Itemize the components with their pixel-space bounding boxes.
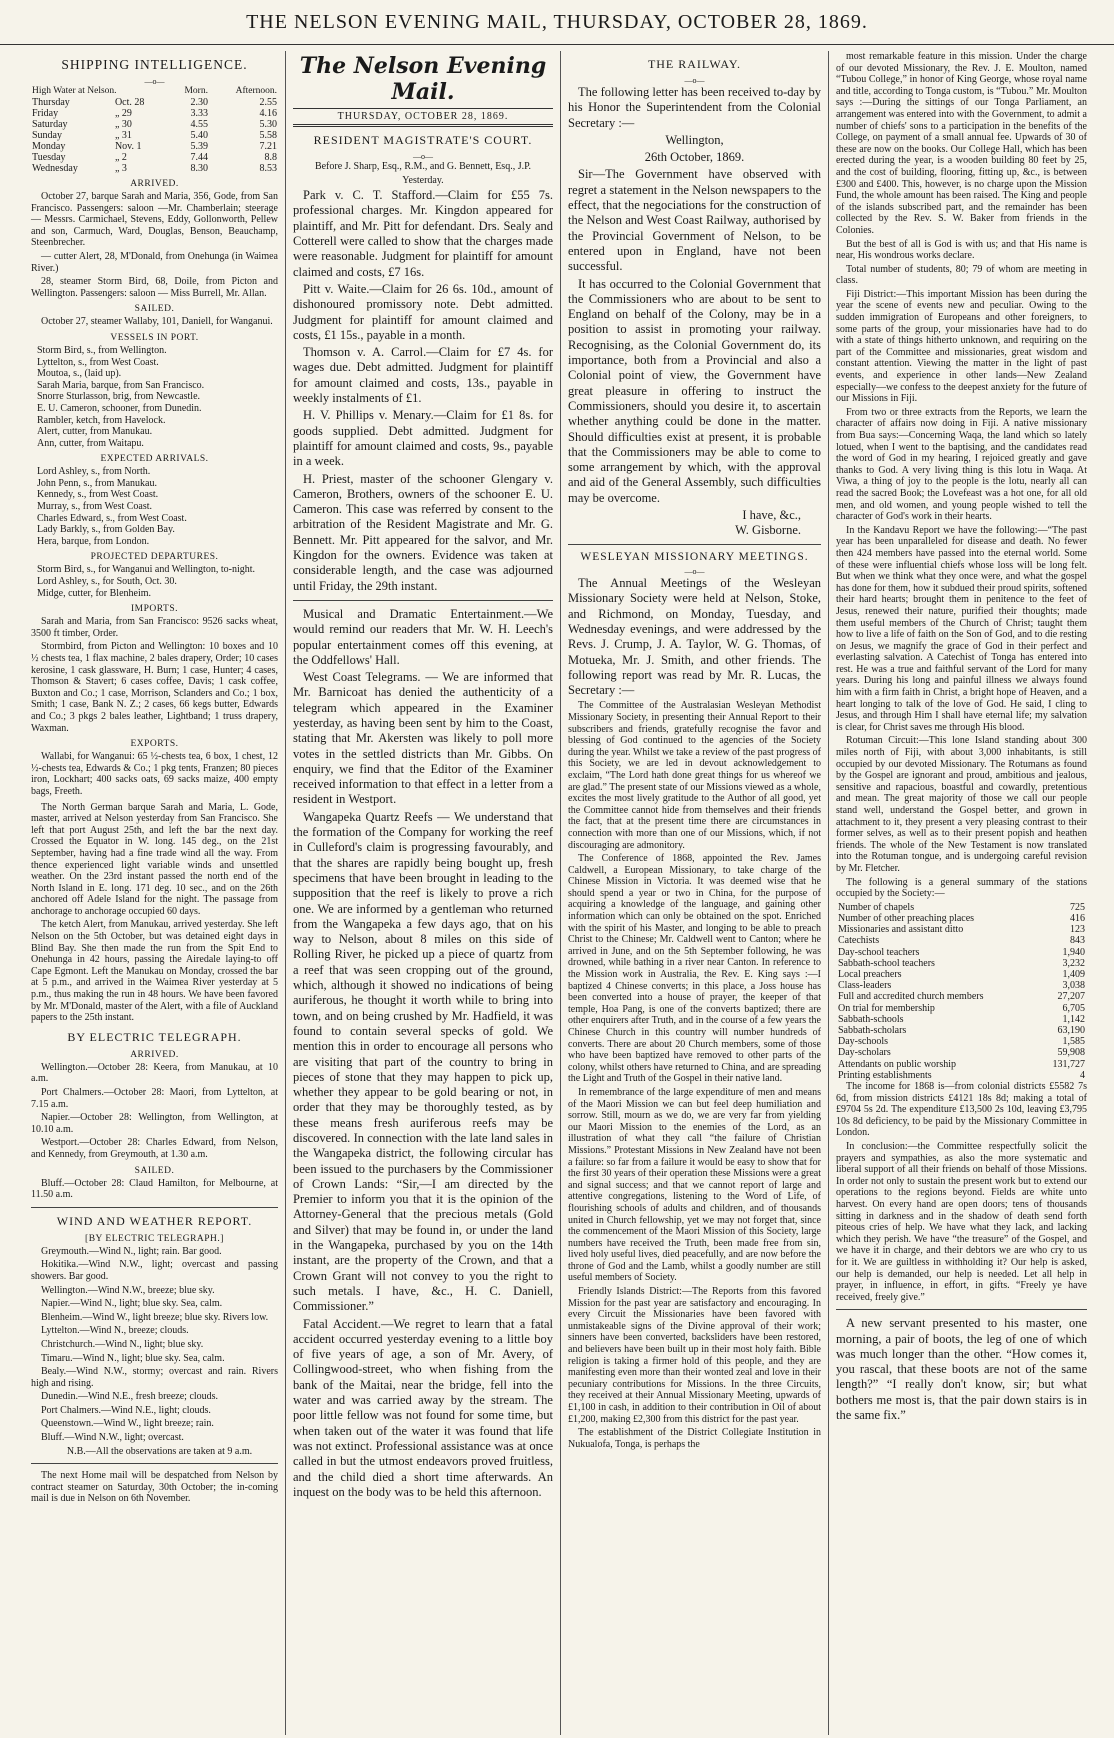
expected-list [31,466,278,547]
exports-entry: Wallabi, for Wanganui: 65 ½-chests tea, 6 box, 1 chest, 12 ½-chests tea, Edwards & Co.; 1 pkg tents, Franzen; 80 pieces iron, Lockhart; 400 sacks oats, 69 sacks maize, 400 empty bags, Freeth. [31,751,278,797]
imports-entry: Stormbird, from Picton and Wellington: 10 boxes and 10 ½ chests tea, 1 flax machine, 2 bales drapery, Order; 10 cases kerosine, 1 cask glassware, H. Burn; 1 case, Hunter; 4 cases, Thomson & Stavert; 6 cases coffee, Davis; 1 cask coffee, Buxton and Co.; 1 case, Morrison, Sclanders and Co.; 1 box, Smith; 1 case, Bank N. Z.; 2 cases, 66 kegs butter, Edwards and Co.; 3 pkgs 2 bales leather, Lightband; 1 truss drapery, Waxman. [31,641,278,734]
court-case: Thomson v. A. Carrol.—Claim for £7 4s. for wages due. Debt admitted. Judgment for plaintiff for amount claimed and costs, 13s., payable in weekly instalments of £1. [293,345,553,406]
railway-date: 26th October, 1869. [644,150,745,165]
weather-note: N.B.—All the observations are taken at 9 a.m. [66,1445,253,1457]
tide-row: Saturday „ 30 4.55 5.30 [32,119,277,130]
list-item: Murray, s., from West Coast. [37,501,153,513]
separator: —o— [413,152,433,161]
wesleyan-continued: most remarkable feature in this mission. Under the charge of our devoted Missionary, the Rev. J. E. Moulton, named “Tubou College,” in honor of King George, whose royal name and title, according to Tonga custom, is “Tubou.” Mr. Moulton says :—During the sittings of our Tonga Parliament, an arrangement was entered into with the Government, to admit a number of chiefs' sons to a participation in the benefits of the College, on payment of a small annual fee. Upwards of 30 of these are now on the books. Our College Hall, which has been erected during the year, is a wooden building 80 feet by 25, and the cost of building, flooring, fitting up, &c., is between £300 and £400. This, however, is no charge upon the Mission Fund, the whole amount has been raised. The King and people of the islands subscribed part, and the remainder has been collected by the Rev. S. W. Baker from friends in the Colonies. [836,51,1087,236]
arrived-entry: October 27, barque Sarah and Maria, 356, Gode, from San Francisco. Passengers: saloon —Mr. Chamberlain; steerage — Messrs. Carmichael, Stevens, Eddy, Gollonworth, Pellew and son, Carmuch, Ward, Douglas, Benson, Beauchamp, Steenbrecher. [31,191,278,249]
list-item: Lyttelton, s., from West Coast. [37,356,159,368]
telegraph-arrived-heading: ARRIVED. [130,1049,179,1060]
list-item: Lord Ashley, s., from North. [37,466,151,478]
tide-row: Thursday Oct. 28 2.30 2.55 [32,97,277,108]
tide-header-morn: Morn. [184,86,208,96]
list-item: Snorre Sturlasson, brig, from Newcastle. [37,391,201,403]
railway-letter: Sir—The Government have observed with regret a statement in the Nelson newspapers to the effect, that the negociations for the construction of the Nelson and West Coast Railway, authorised by the Provincial Government of Nelson, to be entered upon in England, have not been successful. [568,167,821,274]
projected-heading: PROJECTED DEPARTURES. [90,552,219,563]
list-item: Storm Bird, s., from Wellington. [37,344,167,356]
weather-entry: Queenstown.—Wind W., light breeze; rain. [41,1418,214,1430]
table-row: On trial for membership 6,705 [838,1002,1085,1014]
table-row: Day-schools 1,585 [838,1036,1085,1048]
railway-letter: It has occurred to the Colonial Government that the Commissioners who are about to be sent to England on behalf of the Colony, may be in a position to assist in promoting your railway. Recognising, as the Colonial Government do, its importance, both from a Provincial and also a Colonial point of view, the Government have great pleasure in offering to instruct the Commissioners, should you desire it, to ascertain whether anything could be done in the matter. Should difficulties exist at present, it is probable that the Commissioners may be able to come to some arrangement by which, with the approval and aid of the General Assembly, such difficulties may be overcome. [568,276,821,505]
local-news: Musical and Dramatic Entertainment.—We would remind our readers that Mr. W. H. Leech's popular entertainment comes off this evening, at the Oddfellows' Hall. [293,606,553,667]
in-port-heading: VESSELS IN PORT. [110,332,199,343]
local-news: Fatal Accident.—We regret to learn that a fatal accident occurred yesterday evening to a little boy of five years of age, a son of Mr. Avery, of Collingwood-street, who when fishing from the bank of the Maitai, near the bridge, fell into the water and was carried away by the stream. The poor little fellow was not found for some time, but when taken out of the water it was found that life was not extinct. Professional assistance was at once called in but the utmost endeavors proved fruitless, and the child died a short time afterwards. An inquest on the body was to be held this afternoon. [293,1316,553,1499]
wesleyan-title: WESLEYAN MISSIONARY MEETINGS. [580,551,809,564]
column-1 [24,51,286,1735]
table-row: Printing establishments 4 [838,1069,1085,1081]
column-2 [286,51,561,1735]
table-row: Sabbath-schools 1,142 [838,1013,1085,1025]
telegraph-entry: Bluff.—October 28: Claud Hamilton, for Melbourne, at 11.50 a.m. [31,1177,278,1201]
list-item: Lord Ashley, s., for South, Oct. 30. [37,576,177,588]
paper-dateline: THURSDAY, OCTOBER 28, 1869. [293,108,553,127]
shipping-note: The North German barque Sarah and Maria, L. Gode, master, arrived at Nelson yesterday from San Francisco. She left that port August 25th, and left the bar the next day. Crossed the Equator in W. long. 145 deg., on the 21st September, having had a fine trade wind all the way. From thence experienced light variable winds and unsettled weather. On the 23rd instant passed the north end of the North Island in E. long. 171 deg. 10 sec., and on the 26th anchored off Adele Island for the night. The passage from anchorage to anchorage occupied 60 days. [31,801,278,917]
telegraph-entry: Napier.—October 28: Wellington, from Wellington, at 10.10 a.m. [31,1112,278,1135]
shipping-note: The ketch Alert, from Manukau, arrived yesterday. She left Nelson on the 5th October, but was detained eight days in Blind Bay. She then made the run from the Spit End to Onehunga in 42 hours, passing the Airedale laying-to off Cape Egmont. Left the Manukau on Monday, crossed the bar at 5 p.m., and arrived in the Waimea River yesterday at 5 p.m., thus making the run in 48 hours. We have been favored by Mr. M'Donald, master of the Alert, with a file of Auckland papers to the 25th instant. [31,919,278,1024]
arrived-heading: ARRIVED. [130,179,179,189]
mission-stats-table [836,902,1087,1081]
tide-header [31,86,278,97]
separator: —o— [144,77,165,86]
table-row: Number of chapels 725 [838,901,1085,913]
table-row: Day-school teachers 1,940 [838,946,1085,958]
masthead: THE NELSON EVENING MAIL, THURSDAY, OCTOBER 28, 1869. [0,0,1114,45]
court-before: Before J. Sharp, Esq., R.M., and G. Bennett, Esq., J.P. [314,161,532,172]
list-item: Moutoa, s., (laid up). [37,368,122,380]
court-case: H. Priest, master of the schooner Glengary v. Cameron, Brothers, owners of the schooner E. U. Cameron. This case was referred by consent to the arbitration of the Resident Magistrate and Mr. G. Bennett. Mr. Pitt appeared for the salvor, and Mr. Kingdon for the owners. Evidence was taken at considerable length, and the case was adjourned until Friday, the 29th instant. [293,471,553,593]
telegraph-entry: Port Chalmers.—October 28: Maori, from Lyttelton, at 7.15 a.m. [31,1087,278,1110]
list-item: E. U. Cameron, schooner, from Dunedin. [37,402,202,414]
weather-entry: Dunedin.—Wind N.E., fresh breeze; clouds. [41,1391,219,1403]
divider [568,544,821,545]
paper-title: The Nelson Evening Mail. [299,53,547,105]
court-case: Pitt v. Waite.—Claim for 26 6s. 10d., amount of dishonoured promissory note. Debt admitted. Judgment for plaintiff for amount claimed and costs, £1 15s., payable in a month. [293,281,553,342]
weather-entry: Bealy.—Wind N.W., stormy; overcast and rain. Rivers high and rising. [31,1366,278,1389]
table-row: Number of other preaching places 416 [838,912,1085,924]
table-row: Sabbath-scholars 63,190 [838,1024,1085,1036]
railway-closing: I have, &c., [742,508,801,523]
wesleyan-report: Friendly Islands District:—The Reports from this favored Mission for the past year are satisfactory and encouraging. In every Circuit the Missionaries have been favored with unmistakeable signs of the Divine approval of their work; sinners have been converted, backsliders have been restored, and believers have been built up in their most holy faith. Bible religion is taking a firmer hold of this people, and they are manifesting even more than their wonted zeal and love in their pecuniary contributions for Missions. In the three Circuits, they received at their Annual Missionary Meeting, upwards of £1,100 in cash, in addition to their contribution in Oil of about £1,200, making £2,300 from this district for the past year. [568,1286,821,1425]
weather-entry: Port Chalmers.—Wind N.E., light; clouds. [41,1404,211,1416]
weather-entry: Blenheim.—Wind W., light breeze; blue sky. Rivers low. [41,1311,269,1323]
list-item: Charles Edward, s., from West Coast. [37,512,187,524]
column-3 [561,51,829,1735]
list-item: John Penn, s., from Manukau. [37,477,157,489]
imports-heading: IMPORTS. [131,604,178,615]
telegraph-entry: Westport.—October 28: Charles Edward, from Nelson, and Kennedy, from Greymouth, at 1.30 a.m. [31,1137,278,1160]
list-item: Sarah Maria, barque, from San Francisco. [37,379,205,391]
wesleyan-conclusion: In conclusion:—the Committee respectfully solicit the prayers and sympathies, as also the more systematic and liberal support of all their friends on behalf of those Missions. In order not only to sustain the present work but to extend our operations to the regions beyond. Fields are white unto harvest. On every hand are open doors; tens of thousands sitting in darkness and in the shadow of death send forth piteous cries of help. We have what they lack, and lacking which they perish. We have “the treasure” of the Gospel, and we have it in charge, and their debtors we are who cry to us for it. We are guiltless in withholding it? Our help is asked, our help is demanded, our help is needed. Let all help in prayer, in influence, in effort, in gifts. “Freely ye have received, freely give.” [836,1140,1087,1303]
weather-subtitle: [BY ELECTRIC TELEGRAPH.] [85,1233,224,1244]
list-item: Ann, cutter, from Waitapu. [37,437,144,449]
home-mail-notice: The next Home mail will be despatched from Nelson by contract steamer on Saturday, 30th October; the in-coming mail is due in Nelson on 6th November. [31,1470,278,1505]
wesleyan-continued: But the best of all is God is with us; and that His name is near, His wondrous works declare. [836,238,1087,262]
railway-place: Wellington, [665,132,724,147]
tide-header-afternoon: Afternoon. [235,86,277,96]
in-port-list [31,345,278,449]
wesleyan-report: The establishment of the District Collegiate Institution in Nukualofa, Tonga, is perhaps the [568,1427,821,1450]
local-news: Wangapeka Quartz Reefs — We understand that the formation of the Company for working the reef in Culleford's claim is progressing favourably, and that the shares are rapidly being bought up, fresh specimens that have been brought in leading to the supposition that the reef is likely to prove a rich one. We are informed by a gentleman who returned from the Wangapeka a few days ago, that on his way to Nelson, about 8 miles on this side of Rolling River, he picked up a piece of quartz from a reef that was seen cropping out of the ground, which, although it showed no indications of being auriferous, he thought it worth while to bring into town, and on being crushed by Mr. Hadfield, it was found to contain several specks of gold. We mention this in order to encourage all persons who are visiting that part of the country to bring in pieces of stone that they may happen to pick up, whether they appear to be gold bearing or not, in order that they may be thoroughly tested, as by these means fresh auriferous reefs may be discovered. In connection with the late land sales in the Wangapeka district, the following circular has been issued to the purchasers by the Commissioner of Crown Lands: “Sir,—I am directed by the Premier to inform you that it is the opinion of the Attorney-General that the precious metals (Gold and Silver) that may be found in, or under the land in the Wangapeka, purchased by you on the 14th instant, are the property of the Crown, and that a Crown Grant will not convey to you the right to such metals. I have, &c., H. C. Daniell, Commissioner.” [293,809,553,1314]
divider [31,1463,278,1464]
court-title: RESIDENT MAGISTRATE'S COURT. [313,133,533,147]
divider [293,600,553,601]
court-case: H. V. Phillips v. Menary.—Claim for £1 8s. for goods supplied. Debt admitted. Judgment for plaintiff for amount claimed and costs, 9s., payable in a week. [293,408,553,469]
imports-entry: Sarah and Maria, from San Francisco: 9526 sacks wheat, 3500 ft timber, Order. [31,616,278,639]
court-day: Yesterday. [402,174,444,186]
table-row: Day-scholars 59,908 [838,1047,1085,1059]
table-row: Class-leaders 3,038 [838,980,1085,992]
tide-row: Sunday „ 31 5.40 5.58 [32,130,277,141]
weather-entry: Bluff.—Wind N.W., light; overcast. [41,1432,184,1444]
tide-row: Wednesday „ 3 8.30 8.53 [32,163,277,174]
wesleyan-continued: The following is a general summary of the stations occupied by the Society:— [836,876,1087,900]
weather-entry: Wellington.—Wind N.W., breeze; blue sky. [41,1284,215,1296]
telegraph-title: BY ELECTRIC TELEGRAPH. [67,1029,242,1044]
wesleyan-report: The Committee of the Australasian Wesleyan Methodist Missionary Society, in presenting their Annual Report to their subscribers and friends, gratefully recognise the favor and blessing of God continued to the agencies of the Society during the year. Whilst we take a review of the past progress of this Society, we are led in devout acknowledgement to exclaim, “The Lord hath done great things for us whereof we are glad.” The present state of our Missions viewed as a whole, excites the most lively gratitude to the Author of all good, yet the Committee cannot hide from themselves and their friends the fact, that at the present time there are circumstances in connection with more than one of our Missions, which, if not discouraging are admonitory. [568,700,821,851]
table-row: Sabbath-school teachers 3,232 [838,957,1085,969]
weather-entry: Timaru.—Wind N., light; blue sky. Sea, calm. [41,1352,225,1364]
court-case: Park v. C. T. Stafford.—Claim for £55 7s. professional charges. Mr. Kingdon appeared for plaintiff, and Mr. Pitt for defendant. Drs. Sealy and Cotterell were called to show that the charges made were reasonable. Judgment for plaintiff for amount claimed and costs, £7 16s. [293,188,553,279]
list-item: Rambler, ketch, from Havelock. [37,414,166,426]
wesleyan-report: In remembrance of the large expenditure of men and means of the Maori Mission we can but feel deep humiliation and sorrow. Still, mourn as we do, we are very far from yielding our Maori Mission to the enemies of the Lord, as an illustration of what they call “the failure of Christian Missions.” Protestant Missions in New Zealand have not been a failure: so far from a failure it would be easy to show that for the first 30 years of their operation these Missions were a great and signal success; and that we cannot report of large and attentive congregations, listening to the Word of Life, of flourishing schools of adults and children, and of thousands united in Church fellowship, yet we may not forget that, since the commencement of the Maori Mission of this Society, large numbers have received the Truth, been made free from sin, lived holy useful lives, died peacefully, and are now before the throne of God and the Lamb, whilst a goodly number are still useful members of Society. [568,1086,821,1284]
exports-heading: EXPORTS. [130,739,179,750]
list-item: Kennedy, s., from West Coast. [37,489,159,501]
wesleyan-continued: Fiji District:—This important Mission has been during the year the scene of events new and peculiar. Owing to the sudden immigration of Europeans and other foreigners, to some parts of the group, your missionaries have had to do with a state of things hitherto unknown, and requiring on the part of the Committee and missionaries, great wisdom and constant attention. Viewing the matter in the light of past events, and experience in other lands—New Zealand especially—we confess to the deepest anxiety for the future of our Missions in Fiji. [836,288,1087,405]
separator: —o— [684,567,705,577]
sailed-heading: SAILED. [134,304,175,315]
wesleyan-intro: The Annual Meetings of the Wesleyan Missionary Society were held at Nelson, Stoke, and Richmond, on Monday, Tuesday, and Wednesday evenings, and were addressed by the Revs. J. Crump, J. A. Taylor, W. G. Thomas, of Motueka, Mr. J. Smith, and other friends. The following report was read by Mr. R. Lucas, the Secretary :— [568,576,821,698]
weather-entry: Greymouth.—Wind N., light; rain. Bar good. [41,1245,222,1257]
table-row: Catechists 843 [838,935,1085,947]
wesleyan-continued: Rotuman Circuit:—This lone Island standing about 300 miles north of Fiji, with about 3,000 inhabitants, is still occupied by our devoted Missionary. The Rotumans as found by the Gospel are ignorant and proud, ambitious and jealous, sensitive and rapacious, boastful and cowardly, pretentious and mean. The great majority of those we call our people stand well, understand the Gospel better, and grown in attachment to it, they present a very pleasing contrast to their former selves, as well as to their present popish and heathen friends. The whole of the New Testament is now translated into the Rotuman tongue, and is undergoing careful revision by Mr. Fletcher. [836,735,1087,874]
wesleyan-continued: In the Kandavu Report we have the following:—“The past year has been unparalleled for disease and death. No fewer then 424 members have passed into the eternal world. Some of these were influential chiefs whose loss will be long felt. But when we think what they once were, and what the gospel has done for them, how it subdued their proud spirits, softened their hard hearts; brought them in penitence to the feet of Jesus, renewed their nature, purified their thoughts; made them useful members of the Church of Christ; taught them how to live a life of faith on the Son of God, and to die resting on Jesus, we magnify the grace of God in their perfect and everlasting salvation. A Catechist of Tonga has entered into rest. He was a true and faithful servant of the Lord for many years. During his long and painful illness we always found him with a firm faith in Christ, a bright hope of Heaven, and a heart longing to talk of the love of God. He said, I cling to Jesus, and through Him I shall have eternal life; my salvation is clear, for Christ saves me through His blood. [836,524,1087,733]
weather-entry: Hokitika.—Wind N.W., light; overcast and passing showers. Bar good. [31,1259,278,1282]
telegraph-sailed-heading: SAILED. [134,1165,175,1176]
tide-row: Tuesday „ 2 7.44 8.8 [32,152,277,163]
list-item: Lady Barkly, s., from Golden Bay. [37,524,175,536]
wesleyan-income: The income for 1868 is—from colonial districts £5582 7s 6d, from mission districts £4121 18s 8d; making a total of £9704 5s 2d. The expenditure £13,500 2s 10d, leaving £3,795 10s 8d deficiency, to be paid by the Missionary Committee in London. [836,1081,1087,1139]
expected-heading: EXPECTED ARRIVALS. [100,454,209,465]
railway-title: THE RAILWAY. [647,57,742,71]
list-item: Midge, cutter, for Blenheim. [37,587,152,599]
divider [31,1207,278,1208]
arrived-entry: 28, steamer Storm Bird, 68, Doile, from Picton and Wellington. Passengers: saloon — Miss Burrell, Mr. Allan. [31,276,278,299]
list-item: Storm Bird, s., for Wanganui and Wellington, to-night. [37,564,256,576]
sailed-entry: October 27, steamer Wallaby, 101, Daniell, for Wanganui. [41,316,273,328]
wesleyan-continued: From two or three extracts from the Reports, we learn the character of affairs now doing in Fiji. A native missionary from Bua says:—Concerning Waqa, the land which so lately lotued, when I went to the baptising, and the candidates read the word of God in my hearing, I rejoiced greatly and gave thanks to God. A very living thing is this lotu in Waqa. At Viwa, a thing of joy to the people is the lotu, nearly all can read the sacred Book; the Lovefeast was a hot one, for all old men, and old women, and young people wished to tell the character of God's work in their hearts. [836,406,1087,523]
list-item: Hera, barque, from London. [37,535,150,547]
wesleyan-report: The Conference of 1868, appointed the Rev. James Caldwell, a European Missionary, to take charge of the Chinese Mission in Victoria. It was deemed wise that he should spend a year or two in China, for the purpose of acquiring a knowledge of the language, and gaining other information which can only be obtained on the spot. Enriched with the spirit of his Master, and longing to be able to preach Christ to the Chinese; Mr. Caldwell went to Canton; where he arrived in June, and on the 5th September following, he was drowned, while bathing in a river near Canton. In reference to the Mission work in Australia, the Rev. E. King says :—I baptized 4 Chinese converts; in this place, a Joss house has been converted into a house of prayer, the keeper of that temple, Hoa Pang, is one of the converts baptized; there are other enquirers after Truth, and in the course of a few years the Chinese Church in this country will number hundreds of converts. There are about 20 Church members, some of those who have been baptized have removed to other parts of the colony, whilst others have returned to China, and are spreading the Light and Truth of the Gospel in their native land. [568,853,821,1085]
weather-entry: Christchurch.—Wind N., light; blue sky. [41,1338,204,1350]
table-row: Missionaries and assistant ditto 123 [838,924,1085,936]
table-row: Local preachers 1,409 [838,968,1085,980]
weather-entry: Napier.—Wind N., light; blue sky. Sea, calm. [41,1298,223,1310]
tide-row: Monday Nov. 1 5.39 7.21 [32,141,277,152]
tide-row: Friday „ 29 3.33 4.16 [32,108,277,119]
divider [836,1309,1087,1310]
weather-title: WIND AND WEATHER REPORT. [56,1213,253,1228]
column-4 [829,51,1094,1735]
weather-entry: Lyttelton.—Wind N., breeze; clouds. [41,1325,189,1337]
separator: —o— [684,76,705,85]
wesleyan-continued: Total number of students, 80; 79 of whom are meeting in class. [836,263,1087,287]
local-news: West Coast Telegrams. — We are informed that Mr. Barnicoat has denied the authenticity of a telegram which appeared in the Examiner yesterday, as having been sent by him to the Coast, stating that Mr. Akersten was likely to poll more votes in the settled districts than Mr. Gibbs. On enquiry, we find that the Editor of the Examiner received information to that effect in a letter from a resident in Westport. [293,670,553,807]
railway-signature: W. Gisborne. [735,523,801,538]
tide-table [31,86,278,174]
table-row: Attendants on public worship 131,727 [838,1058,1085,1070]
telegraph-entry: Wellington.—October 28: Keera, from Manukau, at 10 a.m. [31,1061,278,1085]
shipping-title: SHIPPING INTELLIGENCE. [61,57,248,72]
list-item: Alert, cutter, from Manukau. [37,426,153,438]
projected-list [31,564,278,599]
arrived-entry: — cutter Alert, 28, M'Donald, from Onehunga (in Waimea River.) [31,250,278,274]
railway-intro: The following letter has been received to-day by his Honor the Superintendent from the Colonial Secretary :— [568,85,821,130]
tide-header-place: High Water at Nelson. [32,86,117,96]
table-row: Full and accredited church members 27,207 [838,991,1085,1003]
anecdote: A new servant presented to his master, one morning, a pair of boots, the leg of one of which was much longer than the other. “How comes it, you rascal, that these boots are not of the same length?” “I really don't know, sir; but what bothers me most is, that the pair down stairs is in the same fix.” [836,1316,1087,1423]
